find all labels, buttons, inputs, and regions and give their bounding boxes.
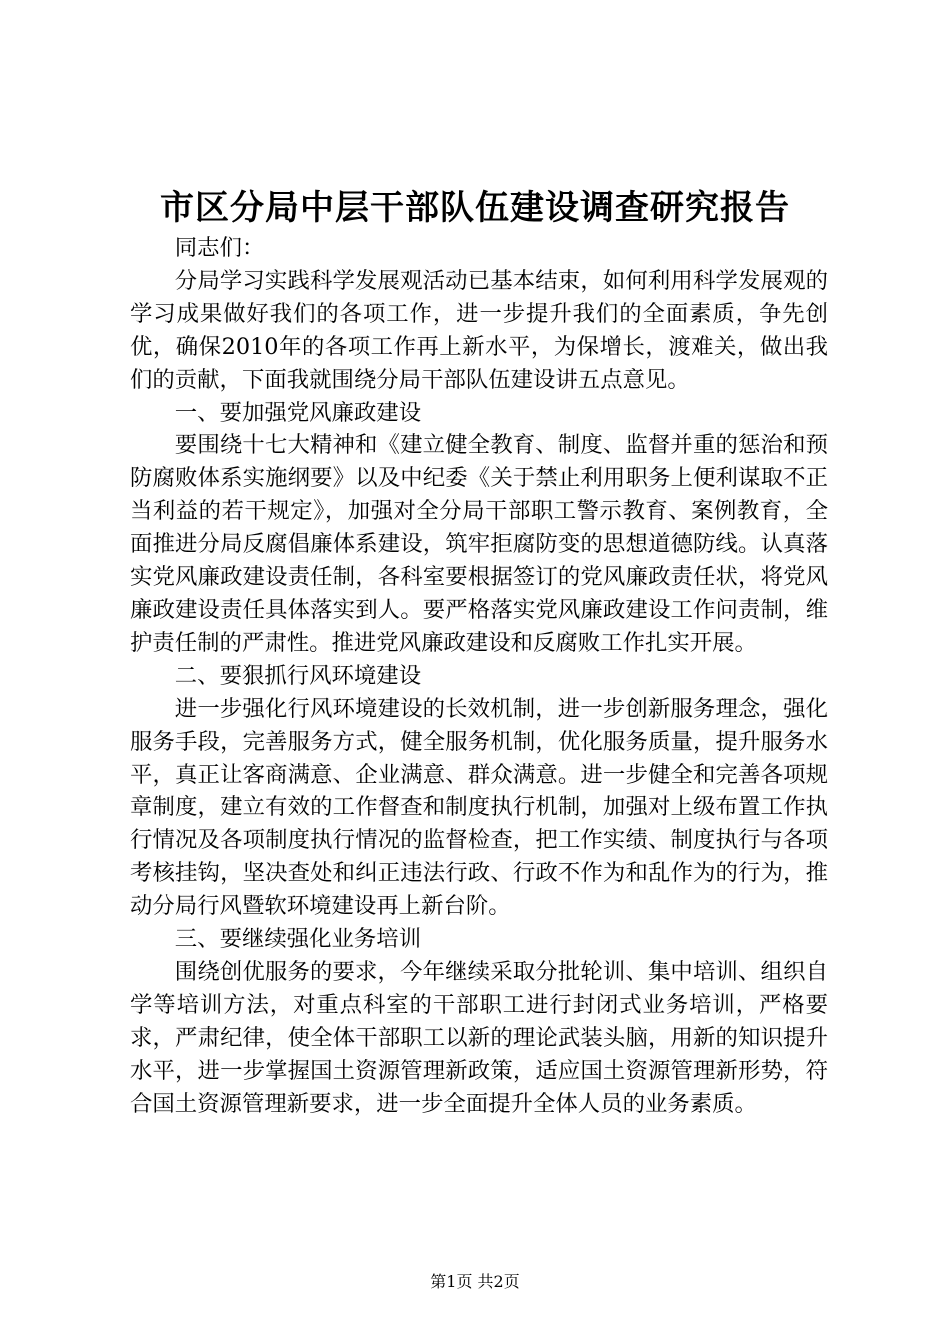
intro-paragraph: 分局学习实践科学发展观活动已基本结束，如何利用科学发展观的学习成果做好我们的各项工作，进一步提升我们的全面素质，争先创优，确保2010年的各项工作再上新水平，为保增长，渡难关，做出我们的贡献，下面我就围绕分局干部队伍建设讲五点意见。 [130, 267, 828, 393]
section-text-3: 围绕创优服务的要求，今年继续采取分批轮训、集中培训、组织自学等培训方法，对重点科室的干部职工进行封闭式业务培训，严格要求，严肃纪律，使全体干部职工以新的理论武装头脑，用新的知识提升水平，进一步掌握国土资源管理新政策，适应国土资源管理新形势，符合国土资源管理新要求，进一步全面提升全体人员的业务素质。 [130, 958, 828, 1117]
document-body [130, 232, 828, 1120]
page-number-footer: 第1页 共2页 [430, 1272, 520, 1291]
section-heading-2: 二、要狠抓行风环境建设 [174, 662, 422, 689]
section-heading-1: 一、要加强党风廉政建设 [174, 399, 422, 426]
section-text-1: 要围绕十七大精神和《建立健全教育、制度、监督并重的惩治和预防腐败体系实施纲要》以及中纪委《关于禁止利用职务上便利谋取不正当利益的若干规定》，加强对全分局干部职工警示教育、案例教育，全面推进分局反腐倡廉体系建设，筑牢拒腐防变的思想道德防线。认真落实党风廉政建设责任制，各科室要根据签订的党风廉政责任状，将党风廉政建设责任具体落实到人。要严格落实党风廉政建设工作问责制，维护责任制的严肃性。推进党风廉政建设和反腐败工作扎实开展。 [130, 432, 828, 656]
document-title: 市区分局中层干部队伍建设调查研究报告 [160, 188, 790, 228]
salutation: 同志们： [174, 235, 265, 261]
section-heading-3: 三、要继续强化业务培训 [174, 926, 422, 953]
section-text-2: 进一步强化行风环境建设的长效机制，进一步创新服务理念，强化服务手段，完善服务方式，健全服务机制，优化服务质量，提升服务水平，真正让客商满意、企业满意、群众满意。进一步健全和完善各项规章制度，建立有效的工作督查和制度执行机制，加强对上级布置工作执行情况及各项制度执行情况的监督检查，把工作实绩、制度执行与各项考核挂钩，坚决查处和纠正违法行政、行政不作为和乱作为的行为，推动分局行风暨软环境建设再上新台阶。 [130, 695, 828, 920]
